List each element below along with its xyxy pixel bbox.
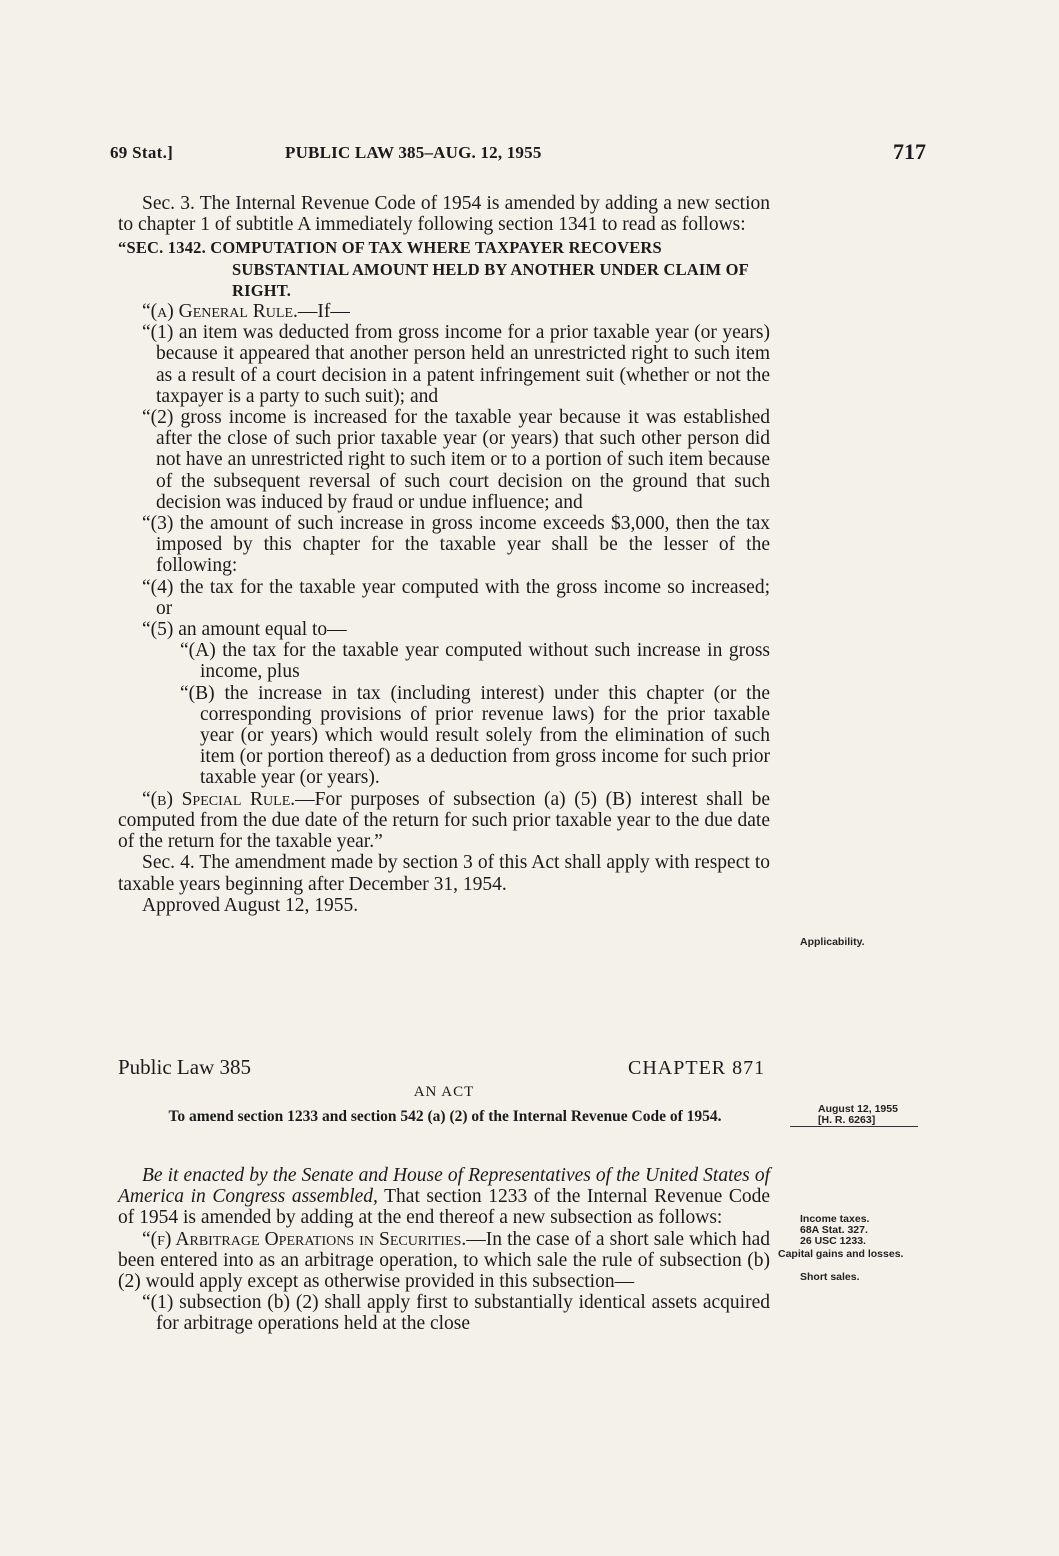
- enacting-text: [118, 1165, 770, 1335]
- general-rule-label: “(a) General Rule.: [142, 301, 298, 323]
- enacting-clause-rest: That section 1233 of the Internal Revenue Code of 1954 is amended by adding at the end thereof a new subsection as follows:: [118, 1186, 770, 1229]
- public-law-title: Public Law 385: [118, 1055, 251, 1079]
- special-rule-label: “(b) Special Rule.: [142, 788, 296, 810]
- subparagraph-b: “(B) the increase in tax (including interest) under this chapter (or the corresponding provisions of prior revenue laws) for the prior taxable year (or years) which would result solely from the elimination of such item (or portion thereof) as a deduction from gross income for such prior taxable year (or years).: [180, 682, 770, 789]
- subsection-f-paragraph: [118, 1229, 770, 1293]
- margin-note-date: August 12, 1955: [818, 1103, 898, 1115]
- subsection-f-label: “(f) Arbitrage Operations in Securities.: [142, 1228, 467, 1250]
- an-act-heading: AN ACT: [413, 1084, 475, 1100]
- section-1342-heading: “SEC. 1342. COMPUTATION OF TAX WHERE TAXPAYER RECOVERS SUBSTANTIAL AMOUNT HELD BY ANOTHER UNDER CLAIM OF RIGHT.: [118, 238, 749, 300]
- approval-line: Approved August 12, 1955.: [142, 894, 359, 916]
- subsection-f-text: —In the case of a short sale which had been entered into as an arbitrage operation, to which sale the rule of subsection (b) (2) would apply except as otherwise provided in this subsection—: [118, 1228, 770, 1293]
- act-title: To amend section 1233 and section 542 (a) (2) of the Internal Revenue Code of 1954.: [168, 1108, 722, 1125]
- margin-note-short-sales: Short sales.: [800, 1271, 860, 1283]
- special-rule-paragraph: [118, 789, 770, 853]
- page-number: 717: [893, 139, 926, 164]
- paragraph-1: “(1) an item was deducted from gross income for a prior taxable year (or years) because it appeared that another person held an unrestricted right to such item as a result of a court decision in a patent infringement suit (whether or not the taxpayer is a party to such suit); and: [142, 322, 770, 407]
- margin-rule: [790, 1126, 918, 1127]
- volume-reference: 69 Stat.]: [110, 143, 174, 162]
- general-rule-paragraph: [118, 301, 770, 322]
- general-rule-text: —If—: [297, 301, 350, 323]
- margin-note-capital-gains: Capital gains and losses.: [778, 1248, 904, 1260]
- margin-note-usc-cite: 26 USC 1233.: [800, 1235, 866, 1247]
- subsection-f-1: “(1) subsection (b) (2) shall apply first to substantially identical assets acquired for arbitrage operations held at the close: [142, 1292, 770, 1335]
- running-header: PUBLIC LAW 385–AUG. 12, 1955: [285, 143, 542, 162]
- paragraph-4: “(4) the tax for the taxable year computed with the gross income so increased; or: [142, 576, 770, 619]
- enacting-clause: [118, 1165, 770, 1229]
- main-text-column: [118, 193, 770, 916]
- paragraph-2: “(2) gross income is increased for the taxable year because it was established after the close of such prior taxable year (or years) that such other person did not have an unrestricted right to such item or to a portion of such item because of the subsequent reversal of such court decision on the ground that such decision was induced by fraud or undue influence; and: [142, 407, 770, 513]
- paragraph-5: “(5) an amount equal to—: [142, 619, 347, 641]
- margin-note-bill: [H. R. 6263]: [818, 1114, 876, 1126]
- margin-note-income-taxes: Income taxes.: [800, 1213, 870, 1225]
- chapter-number: CHAPTER 871: [628, 1057, 766, 1079]
- section-4-paragraph: Sec. 4. The amendment made by section 3 of this Act shall apply with respect to taxable years beginning after December 31, 1954.: [118, 852, 770, 895]
- margin-note-stat-cite: 68A Stat. 327.: [800, 1224, 868, 1236]
- paragraph-3: “(3) the amount of such increase in gross income exceeds $3,000, then the tax imposed by this chapter for the taxable year shall be the lesser of the following:: [142, 513, 770, 577]
- enacting-clause-italic: Be it enacted by the Senate and House of Representatives of the United States of America in Congress assembled,: [118, 1165, 770, 1208]
- subparagraph-a: “(A) the tax for the taxable year computed without such increase in gross income, plus: [180, 640, 770, 683]
- section-3-paragraph: Sec. 3. The Internal Revenue Code of 1954 is amended by adding a new section to chapter 1 of subtitle A immediately following section 1341 to read as follows:: [118, 193, 770, 236]
- special-rule-text: —For purposes of subsection (a) (5) (B) interest shall be computed from the due date of the return for such prior taxable year to the due date of the return for the taxable year.”: [118, 788, 771, 853]
- margin-note-applicability: Applicability.: [800, 936, 865, 948]
